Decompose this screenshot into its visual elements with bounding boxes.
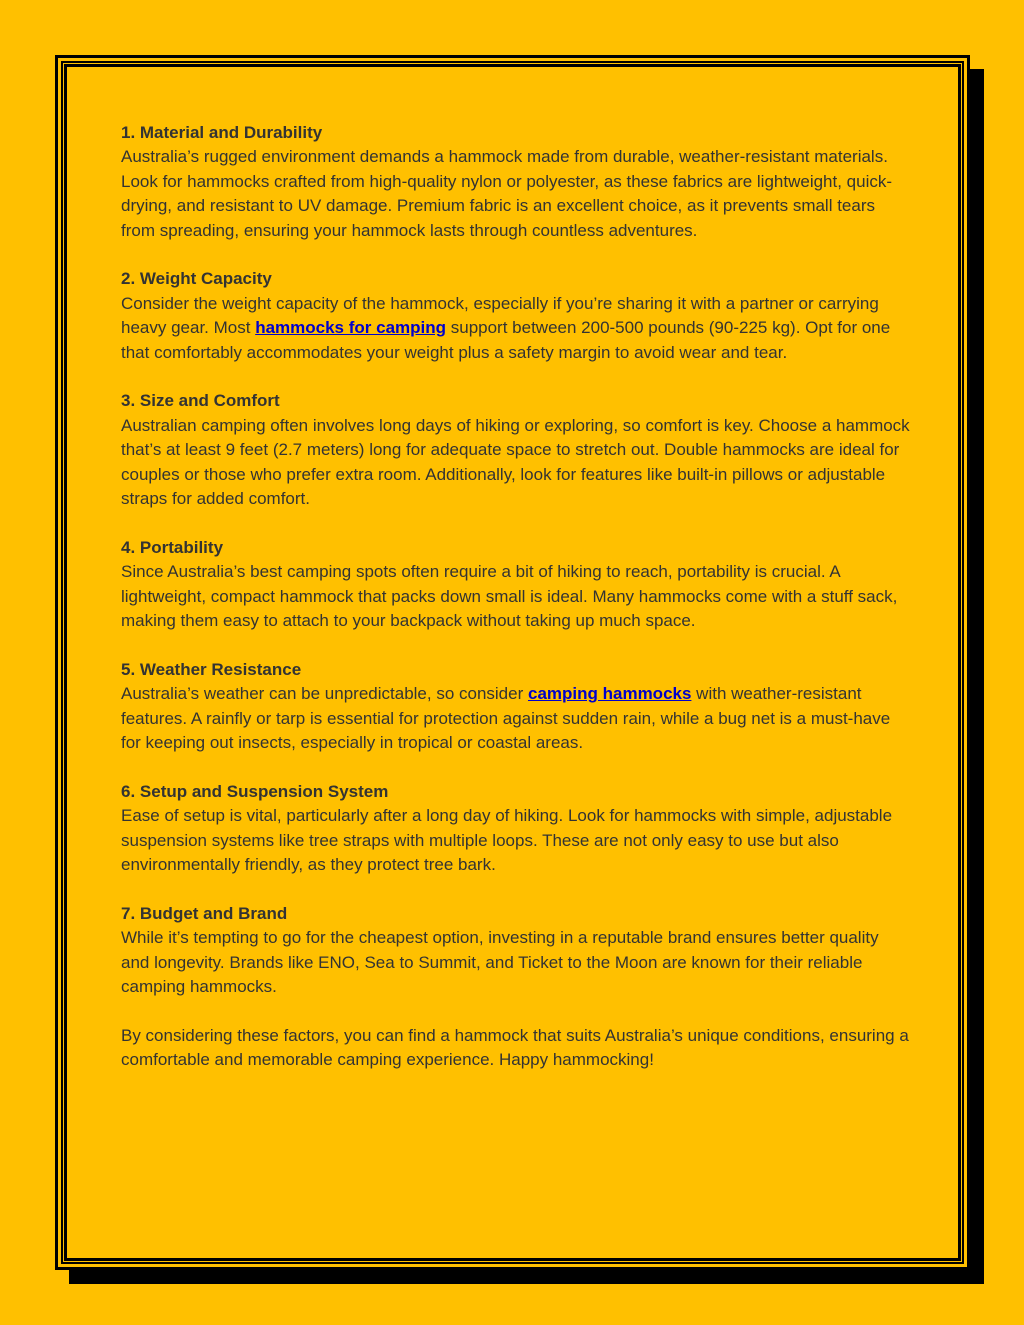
- section-material-durability: [121, 121, 911, 243]
- section-title: 3. Size and Comfort: [121, 391, 280, 411]
- section-body: Australian camping often involves long days of hiking or exploring, so comfort is key. Choose a hammock that’s at least 9 feet (2.7 meters) long for adequate space to stretch out. Double hammocks are ideal for couples or those who prefer extra room. Additionally, look for features like built-in pillows or adjustable straps for added comfort.: [121, 415, 910, 509]
- conclusion-paragraph: By considering these factors, you can find a hammock that suits Australia’s unique conditions, ensuring a comfortable and memorable camping experience. Happy hammocking!: [121, 1025, 909, 1070]
- body-text: Australia’s weather can be unpredictable, so consider: [121, 684, 528, 704]
- section-body: Australia’s rugged environment demands a hammock made from durable, weather-resistant materials. Look for hammocks crafted from high-quality nylon or polyester, as these fabrics are lightweight, quick-drying, and resistant to UV damage. Premium fabric is an excellent choice, as it prevents small tears from spreading, ensuring your hammock lasts through countless adventures.: [121, 147, 893, 240]
- section-weather-resistance: [121, 658, 911, 756]
- body-text: with weather-resistant features. A rainfly or tarp is essential for protection against sudden rain, while a bug net is a must-have for keeping out insects, especially in tropical or coastal areas.: [121, 684, 891, 753]
- section-body: Since Australia’s best camping spots often require a bit of hiking to reach, portability is crucial. A lightweight, compact hammock that packs down small is ideal. Many hammocks come with a stuff sack, making them easy to attach to your backpack without taking up much space.: [121, 562, 898, 631]
- section-title: 5. Weather Resistance: [121, 659, 302, 679]
- section-title: 7. Budget and Brand: [121, 903, 288, 923]
- section-budget-brand: [121, 902, 911, 1000]
- body-text: Consider the weight capacity of the hammock, especially if you’re sharing it with a partner or carrying heavy gear. Most: [121, 293, 879, 338]
- section-weight-capacity: [121, 267, 911, 365]
- section-setup-suspension: [121, 780, 911, 878]
- camping-hammocks-link[interactable]: camping hammocks: [527, 684, 692, 704]
- section-size-comfort: [121, 389, 911, 511]
- article-body: [121, 121, 911, 1073]
- section-body: Ease of setup is vital, particularly after a long day of hiking. Look for hammocks with simple, adjustable suspension systems like tree straps with multiple loops. These are not only easy to use but also environmentally friendly, as they protect tree bark.: [121, 806, 893, 875]
- section-title: 4. Portability: [121, 537, 224, 557]
- section-portability: [121, 536, 911, 634]
- body-text: support between 200-500 pounds (90-225 kg). Opt for one that comfortably accommodates your weight plus a safety margin to avoid wear and tear.: [121, 318, 891, 362]
- section-body: [121, 292, 911, 365]
- section-title: 6. Setup and Suspension System: [121, 781, 389, 801]
- section-body: [121, 682, 911, 755]
- section-title: 1. Material and Durability: [121, 123, 323, 142]
- section-title: 2. Weight Capacity: [121, 269, 272, 289]
- hammocks-for-camping-link[interactable]: hammocks for camping: [255, 318, 447, 338]
- section-body: While it’s tempting to go for the cheapest option, investing in a reputable brand ensures better quality and longevity. Brands like ENO, Sea to Summit, and Ticket to the Moon are known for their reliable camping hammocks.: [121, 928, 879, 997]
